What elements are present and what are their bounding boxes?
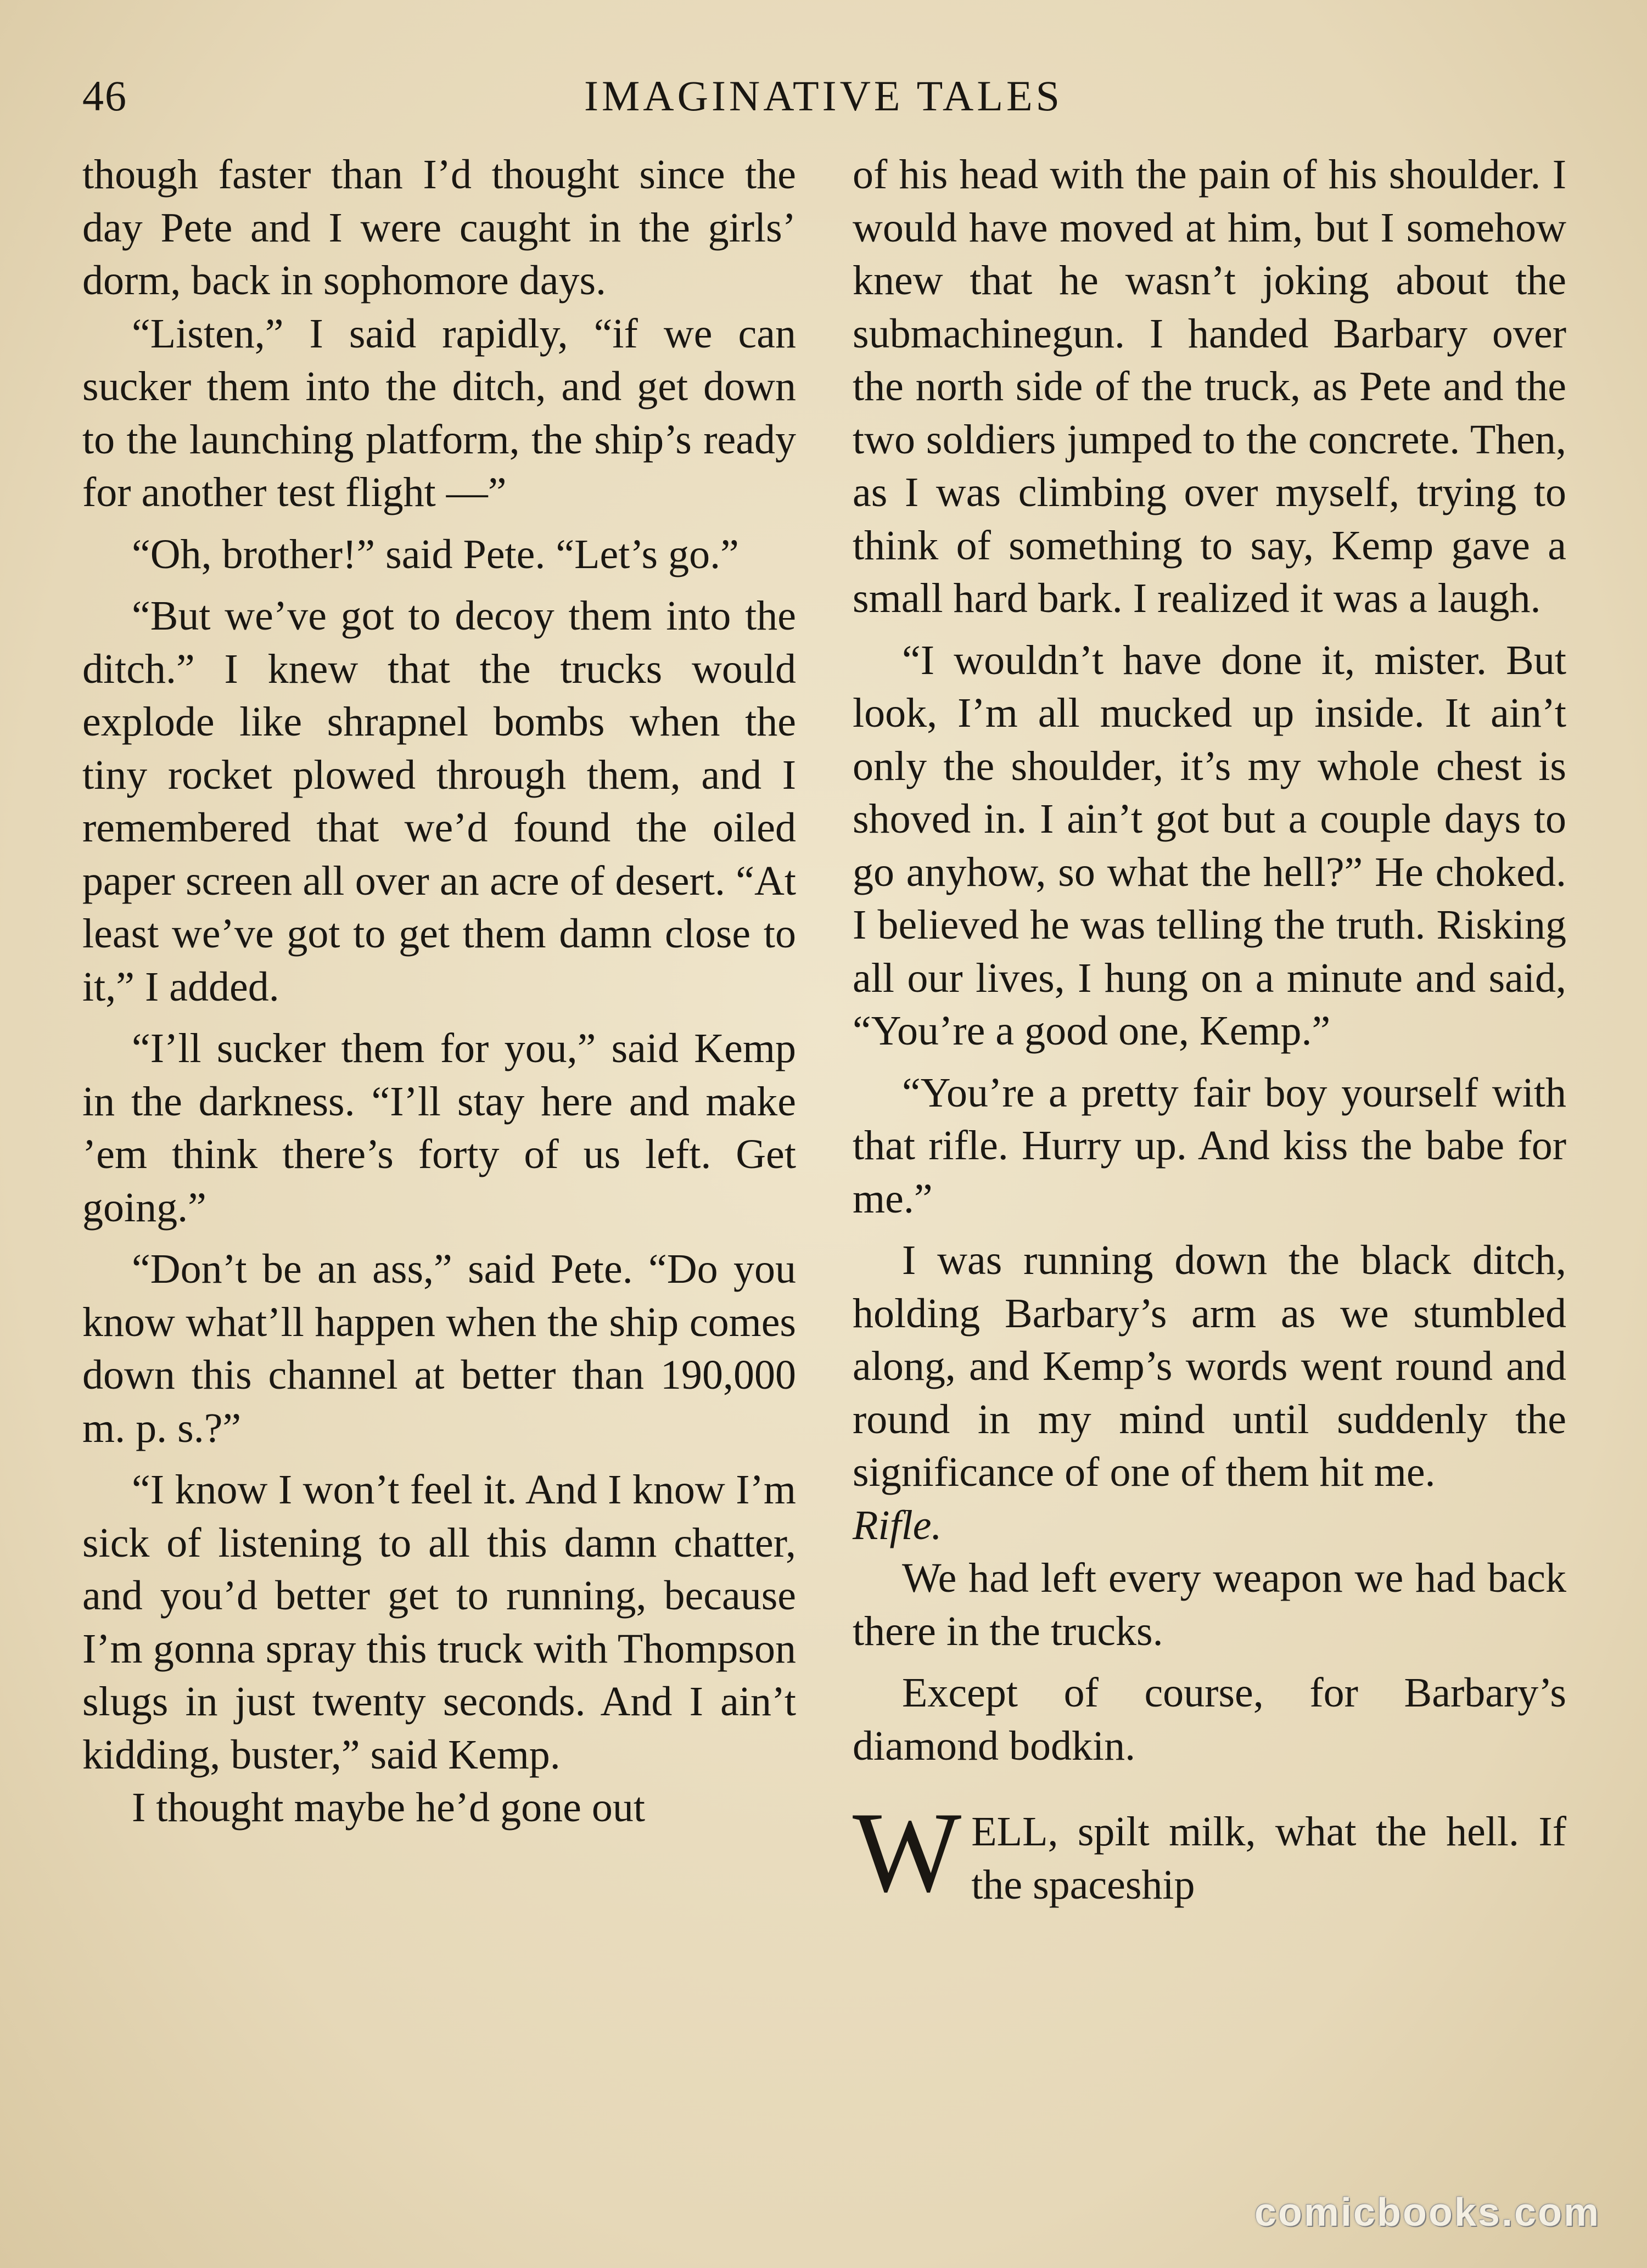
paragraph: I thought maybe he’d gone out: [132, 1784, 646, 1831]
paragraph: though faster than I’d thought since the day Pete and I were caught in the girls’ dorm, back in sophomore days.: [82, 151, 796, 304]
paragraph: of his head with the pain of his shoulder. I would have moved at him, but I somehow knew that he wasn’t joking about the submachinegun. I handed Barbary over the north side of the truck, as Pete and the two soldiers jumped to the concrete. Then, as I was climbing over myself, trying to think of something to say, Kemp gave a small hard bark. I realized it was a laugh.: [853, 151, 1566, 621]
paragraph: “I wouldn’t have done it, mister. But look, I’m all mucked up inside. It ain’t only the shoulder, it’s my whole chest is shoved in. I ain’t got but a couple days to go anyhow, so what the hell?” He choked. I believed he was telling the truth. Risking all our lives, I hung on a minute and said, “You’re a good one, Kemp.”: [853, 637, 1566, 1054]
paragraph: We had left every weapon we had back there in the trucks.: [853, 1555, 1566, 1654]
paragraph: “You’re a pretty fair boy yourself with that rifle. Hurry up. And kiss the babe for me.”: [853, 1069, 1566, 1222]
paragraph: “Don’t be an ass,” said Pete. “Do you know what’ll happen when the ship comes down this channel at better than 190,000 m. p. s.?”: [82, 1246, 796, 1451]
running-title: IMAGINATIVE TALES: [584, 72, 1063, 120]
paragraph: “I know I won’t feel it. And I know I’m sick of listening to all this damn chatter, and you’d better get to running, because I’m gonna spray this truck with Thompson slugs in just twenty seconds. And I ain’t kidding, buster,” said Kemp.: [82, 1467, 796, 1778]
paragraph: “Listen,” I said rapidly, “if we can sucker them into the ditch, and get down to the launching platform, the ship’s ready for another test flight —”: [82, 310, 796, 515]
watermark: comicbooks.com: [1254, 2191, 1600, 2235]
page-header: [82, 71, 1565, 132]
section-opening: [853, 1789, 1566, 1916]
paragraph: I was running down the black ditch, holding Barbary’s arm as we stumbled along, and Kemp’s words went round and round in my mind until suddenly the significance of one of them hit me.: [853, 1237, 1566, 1495]
drop-cap: W: [853, 1789, 962, 1916]
paragraph: Except of course, for Barbary’s diamond bodkin.: [853, 1670, 1566, 1769]
italic-word: Rifle.: [853, 1502, 942, 1548]
page-number: 46: [82, 72, 127, 120]
paragraph: “Oh, brother!” said Pete. “Let’s go.”: [132, 531, 739, 577]
right-column: [853, 148, 1566, 1916]
section-opening-text: ELL, spilt milk, what the hell. If the spaceship: [971, 1809, 1566, 1908]
paragraph: “I’ll sucker them for you,” said Kemp in the darkness. “I’ll stay here and make ’em think there’s forty of us left. Get going.”: [82, 1025, 796, 1231]
left-column: [82, 148, 796, 1834]
paragraph: “But we’ve got to decoy them into the ditch.” I knew that the trucks would explode like shrapnel bombs when the tiny rocket plowed through them, and I remembered that we’d found the oiled paper screen all over an acre of desert. “At least we’ve got to get them damn close to it,” I added.: [82, 593, 796, 1010]
